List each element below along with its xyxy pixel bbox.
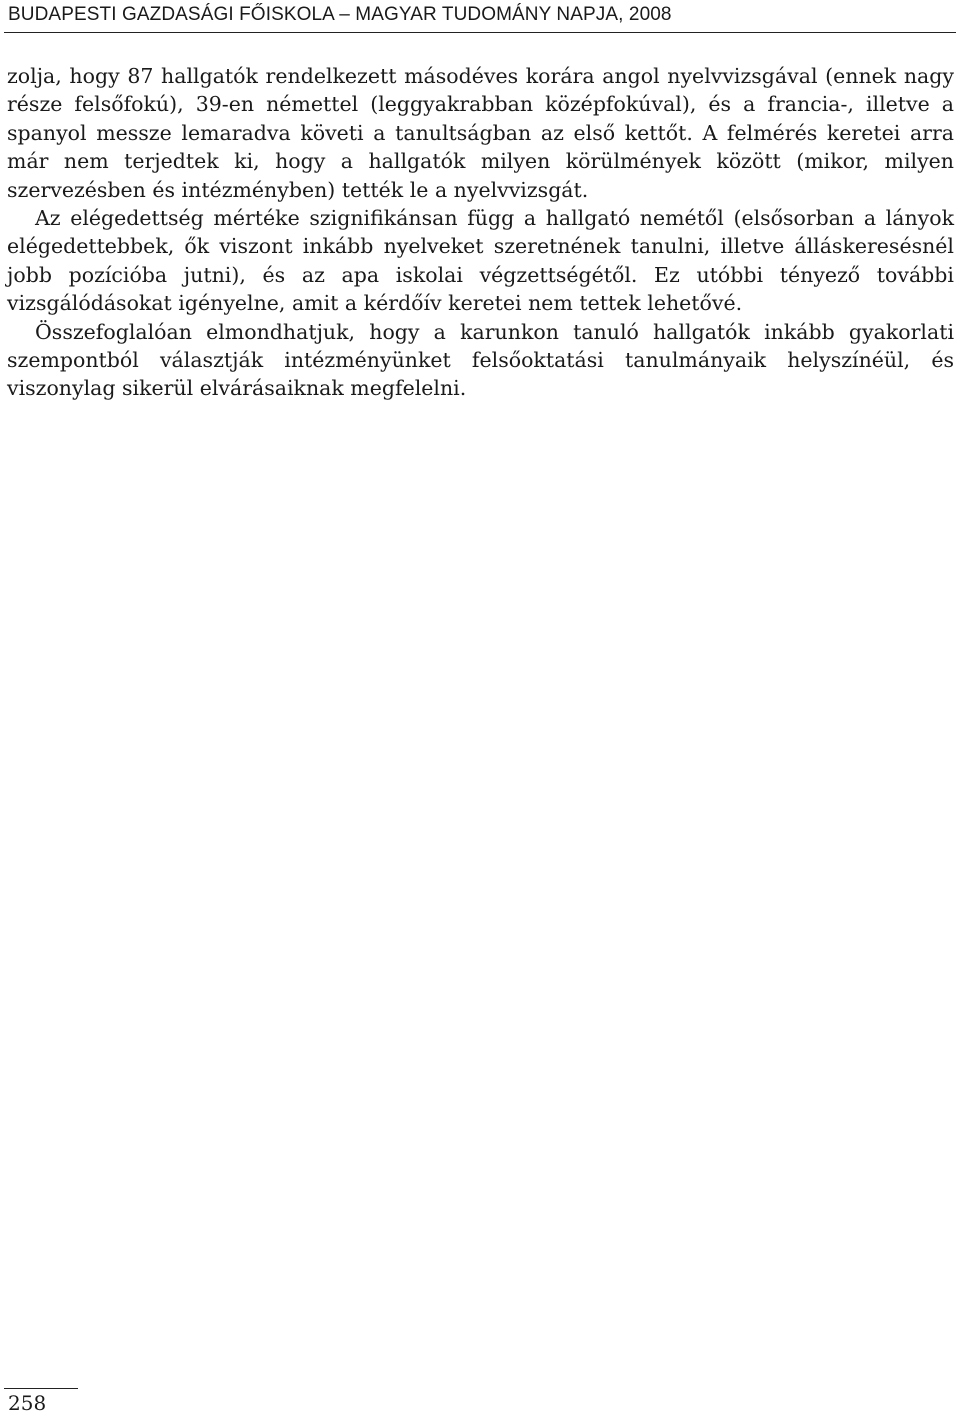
- paragraph-continuation: zolja, hogy 87 hallgatók rendelkezett másodéves korára angol nyelvvizsgával (ennek nagy része felsőfokú), 39-en némettel (leggyakrabban középfokúval), és a francia-, illetve a spanyol messze lemaradva követi a tanultságban az első kettőt. A felmérés keretei arra már nem terjedtek ki, hogy a hallgatók milyen körülmények között (mikor, milyen szervezésben és intézményben) tették le a nyelvvizsgát.: [7, 64, 954, 202]
- paragraph-satisfaction: Az elégedettség mértéke szignifikánsan függ a hallgató nemétől (elsősorban a lányok elégedettebbek, ők viszont inkább nyelveket szeretnének tanulni, illetve álláskeresésnél jobb pozícióba jutni), és az apa iskolai végzettségétől. Ez utóbbi tényező további vizsgálódásokat igényelne, amit a kérdőív keretei nem tettek lehetővé.: [7, 206, 954, 316]
- header-divider: [4, 32, 956, 33]
- page-number: 258: [8, 1391, 47, 1415]
- running-header: BUDAPESTI GAZDASÁGI FŐISKOLA – MAGYAR TUDOMÁNY NAPJA, 2008: [8, 4, 672, 25]
- footer-divider: [4, 1388, 78, 1389]
- paragraph-summary: Összefoglalóan elmondhatjuk, hogy a karunkon tanuló hallgatók inkább gyakorlati szempontból választják intézményünket felsőoktatási tanulmányaik helyszínéül, és viszonylag sikerül elvárásaiknak megfelelni.: [7, 319, 954, 401]
- body-text: [7, 62, 954, 403]
